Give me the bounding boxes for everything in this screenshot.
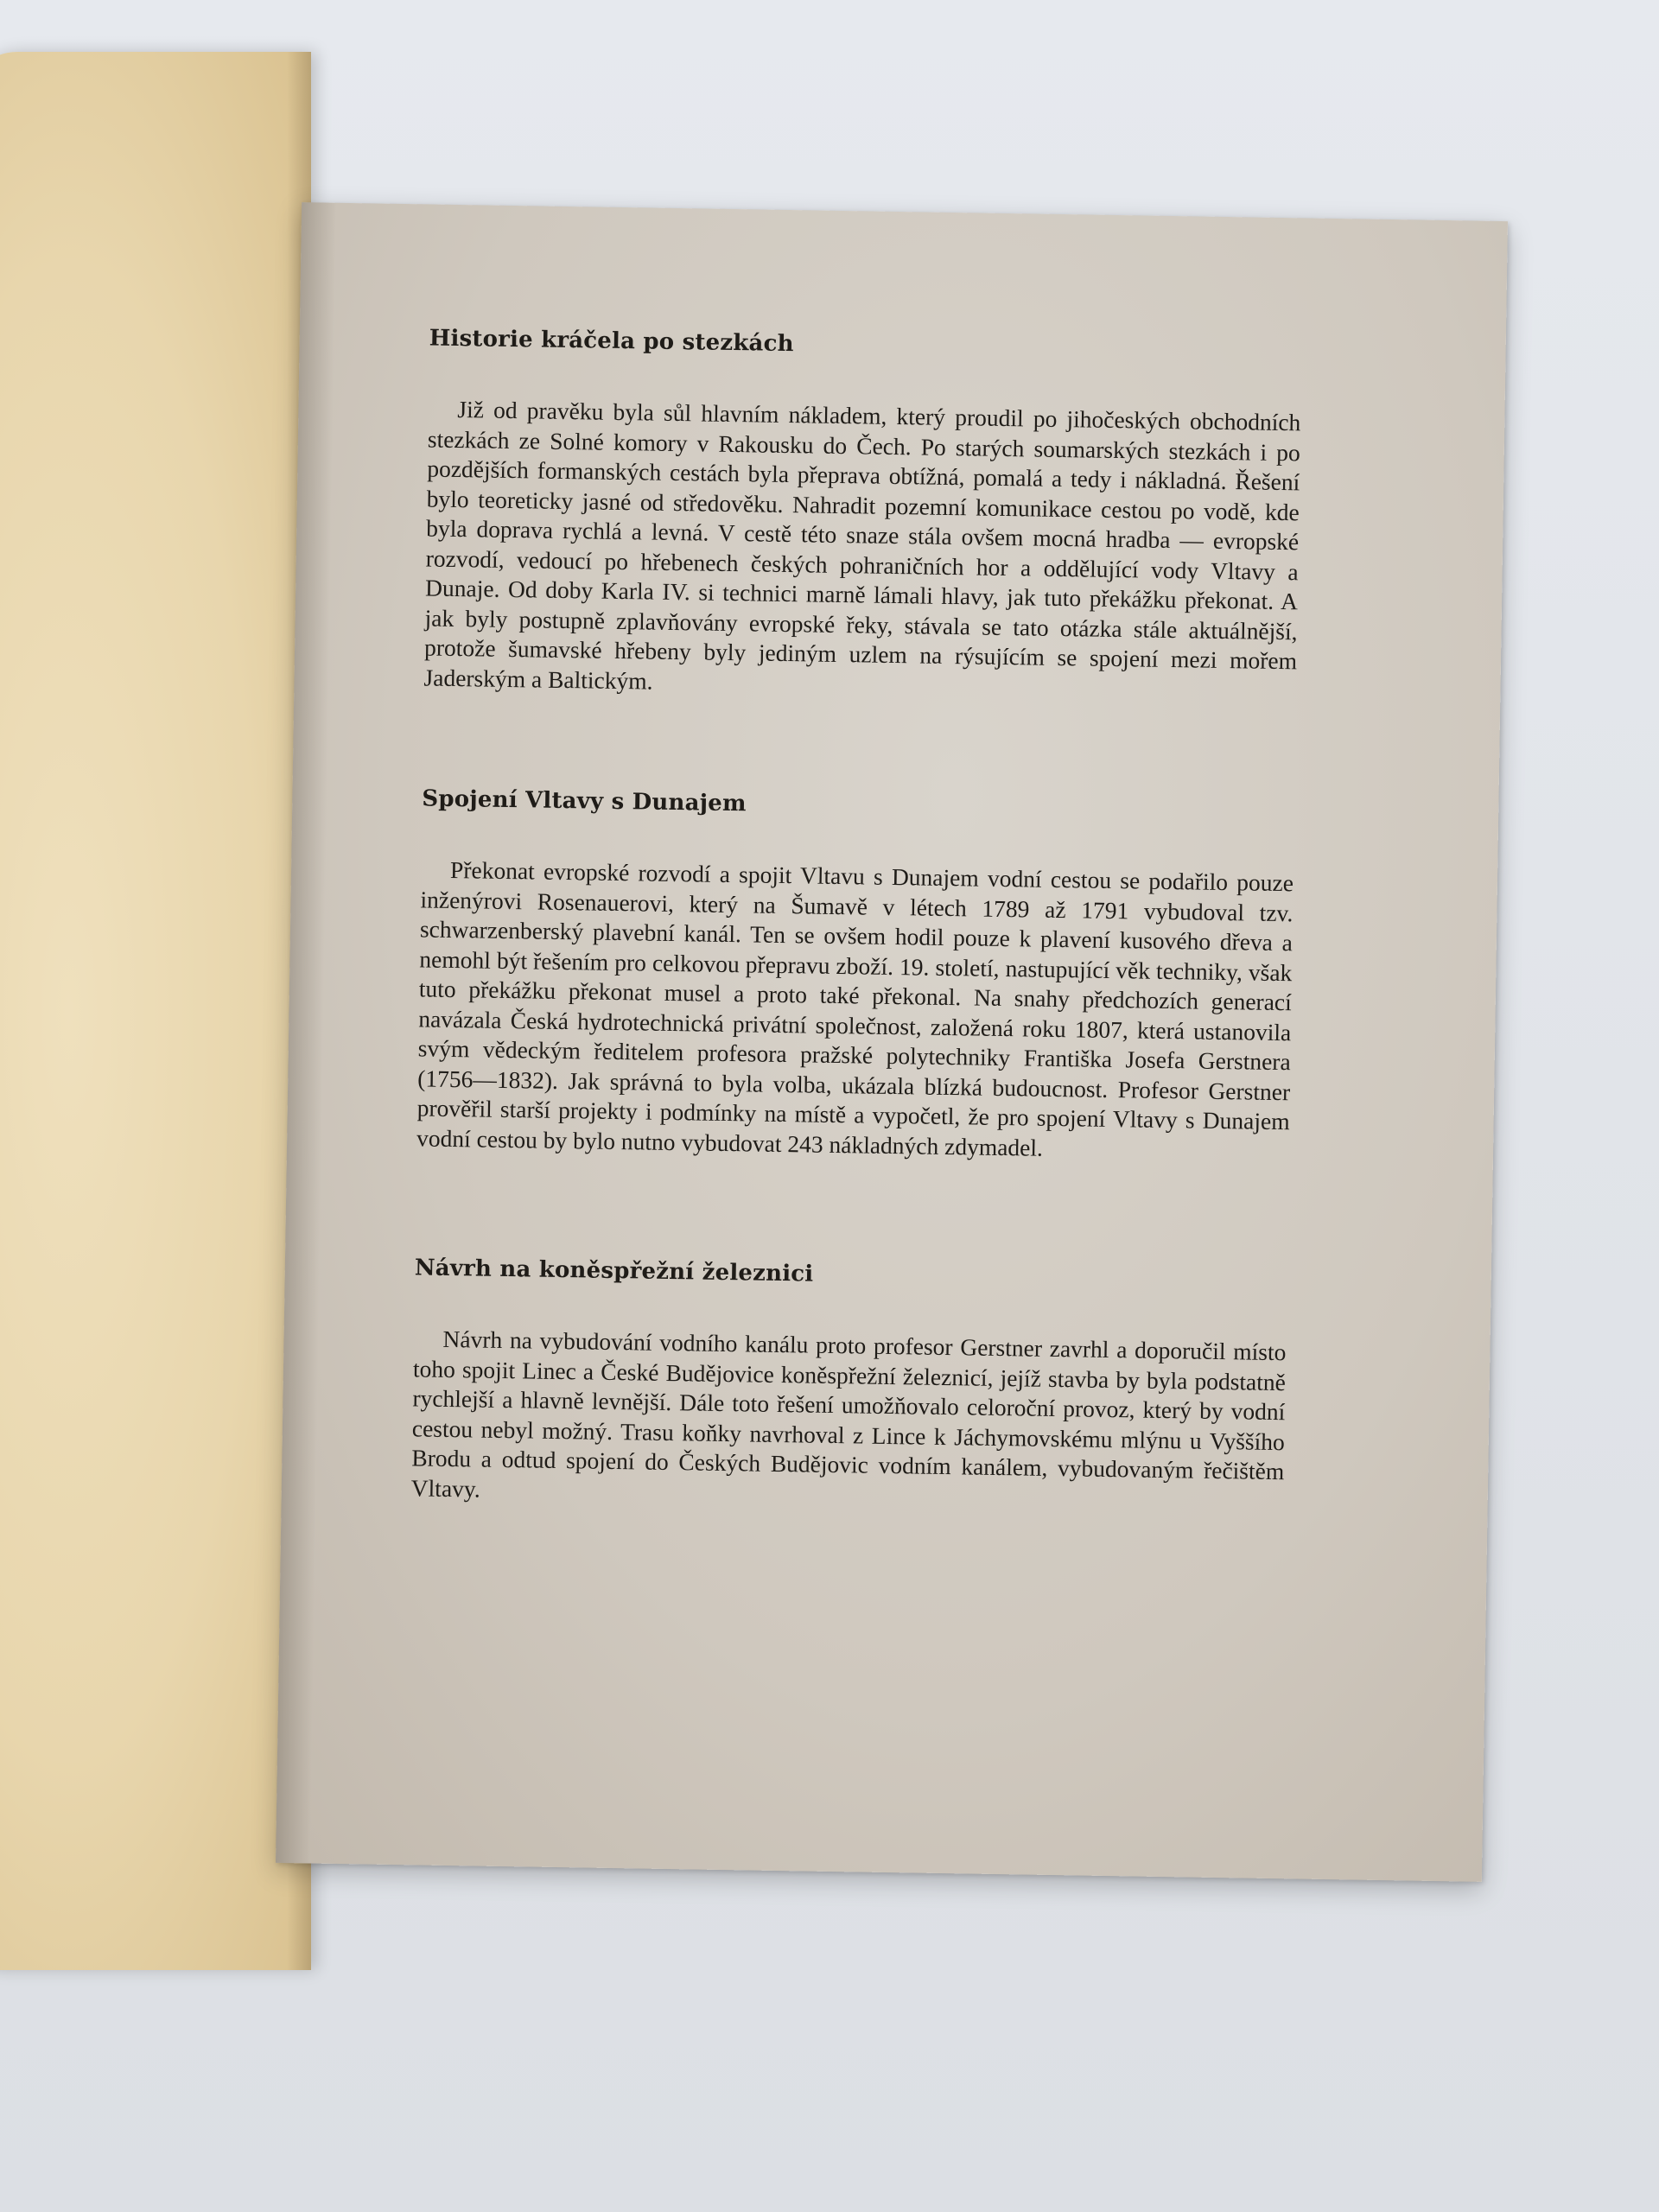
left-page-edge — [0, 52, 311, 1970]
booklet-page — [276, 202, 1508, 1882]
section-history — [423, 325, 1302, 706]
section-paragraph: Již od pravěku byla sůl hlavním nákladem, který proudil po jihočeských obchodních stezkách ze Solné komory v Rakousku do Čech. Po starých soumarských stezkách i po pozdějších formanských cestách byla přeprava obtížná, pomalá a tedy i nákladná. Řešení bylo teoreticky jasné od středověku. Nahradit pozemní komunikace cestou po vodě, kde byla doprava rychlá a levná. V cestě této snaze stála ovšem mocná hradba — evropské rozvodí, vedoucí po hřebenech českých pohraničních hor a oddělující vody Vltavy a Dunaje. Od doby Karla IV. si technici marně lámali hlavy, jak tuto překážku překonat. A jak byly postupně zplavňovány evropské řeky, stávala se tato otázka stále aktuálnější, protože šumavské hřebeny byly jediným uzlem na rýsujícím se spojení mezi mořem Jaderským a Baltickým. — [423, 396, 1301, 695]
section-horse-railway — [411, 1255, 1287, 1516]
section-heading: Historie kráčela po stezkách — [429, 325, 794, 358]
section-heading: Spojení Vltavy s Dunajem — [422, 785, 747, 817]
section-paragraph: Návrh na vybudování vodního kanálu proto profesor Gerstner zavrhl a doporučil místo toho spojit Linec a České Budějovice koněspřežní železnicí, jejíž stavba by byla podstatně rychlejší a hlavně levnější. Dále toto řešení umožňovalo celoroční provoz, který by vodní cestou nebyl možný. Trasu koňky navrhoval z Lince k Jáchymovskému mlýnu u Vyššího Brodu a odtud spojení do Českých Budějovic vodním kanálem, vybudovaným řečištěm Vltavy. — [410, 1325, 1287, 1503]
page-content — [411, 325, 1302, 1516]
section-paragraph: Překonat evropské rozvodí a spojit Vltavu s Dunajem vodní cestou se podařilo pouze inženýrovi Rosenauerovi, který na Šumavě v létech 1789 až 1791 vybudoval tzv. schwarzenberský plavební kanál. Ten se ovšem hodil pouze k plavení kusového dřeva a nemohl být řešením pro celkovou přepravu zboží. 19. století, nastupující věk techniky, však tuto překážku překonat musel a proto také překonal. Na snahy předchozích generací navázala Česká hydrotechnická privátní společnost, založená roku 1807, která ustanovila svým vědeckým ředitelem profesora pražské polytechniky Františka Josefa Gerstnera (1756—1832). Jak správná to byla volba, ukázala blízká budoucnost. Profesor Gerstner prověřil starší projekty i podmínky na místě a vypočetl, že pro spojení Vltavy s Dunajem vodní cestou by bylo nutno vybudovat 243 nákladných zdymadel. — [416, 855, 1294, 1161]
section-heading: Návrh na koněspřežní železnici — [414, 1255, 814, 1287]
section-vltava-danube — [416, 785, 1295, 1166]
